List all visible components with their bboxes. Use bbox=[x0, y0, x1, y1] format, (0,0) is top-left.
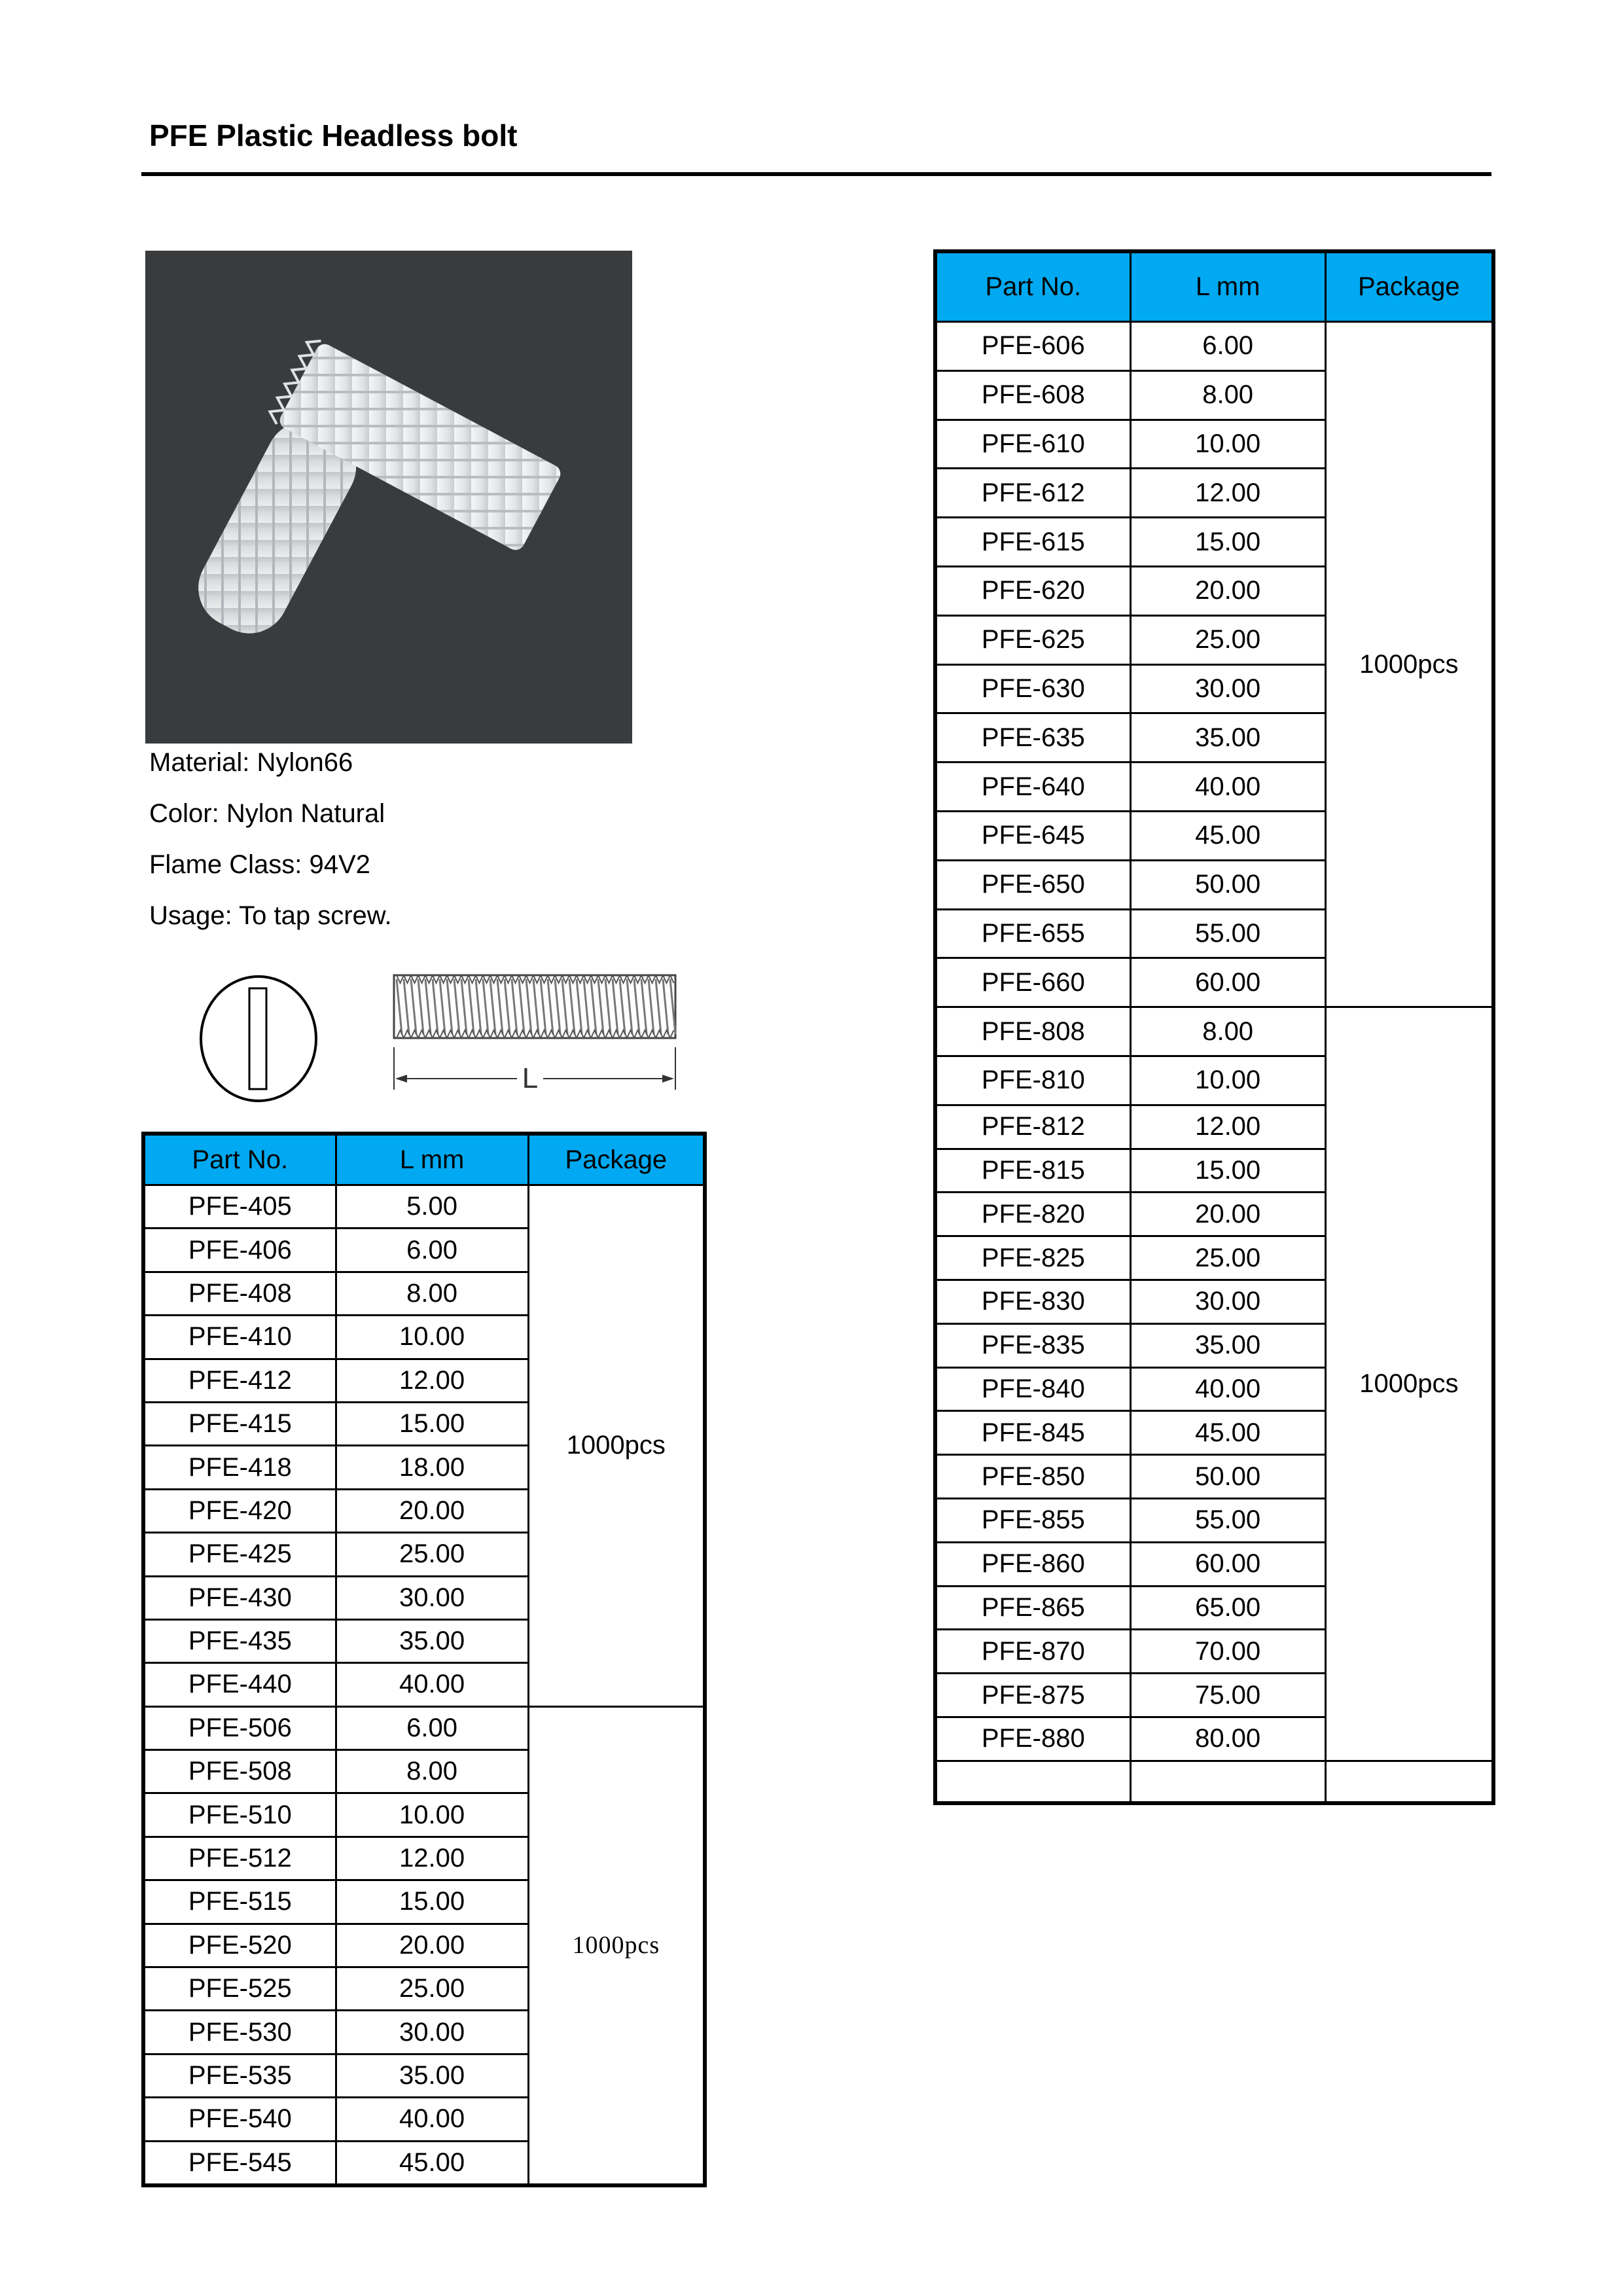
empty-cell bbox=[1325, 1761, 1493, 1803]
part-number-cell: PFE-855 bbox=[935, 1498, 1130, 1542]
part-number-cell: PFE-615 bbox=[935, 518, 1130, 567]
header-length: L mm bbox=[1130, 251, 1325, 322]
part-number-cell: PFE-645 bbox=[935, 811, 1130, 860]
length-cell: 65.00 bbox=[1130, 1586, 1325, 1630]
part-number-cell: PFE-415 bbox=[143, 1402, 336, 1445]
length-cell: 10.00 bbox=[336, 1793, 528, 1837]
part-number-cell: PFE-512 bbox=[143, 1837, 336, 1880]
part-number-cell: PFE-660 bbox=[935, 958, 1130, 1007]
length-cell: 20.00 bbox=[336, 1489, 528, 1532]
length-cell: 40.00 bbox=[336, 1663, 528, 1706]
length-cell: 15.00 bbox=[1130, 518, 1325, 567]
part-number-cell: PFE-608 bbox=[935, 370, 1130, 420]
header-part-no: Part No. bbox=[935, 251, 1130, 322]
part-number-cell: PFE-655 bbox=[935, 909, 1130, 958]
length-cell: 20.00 bbox=[336, 1924, 528, 1967]
length-cell: 6.00 bbox=[336, 1706, 528, 1749]
color-text: Color: Nylon Natural bbox=[149, 799, 385, 828]
length-cell: 15.00 bbox=[1130, 1149, 1325, 1193]
empty-table-row bbox=[935, 1761, 1493, 1803]
length-cell: 12.00 bbox=[1130, 469, 1325, 518]
part-number-cell: PFE-835 bbox=[935, 1323, 1130, 1367]
length-cell: 35.00 bbox=[336, 1619, 528, 1662]
length-cell: 55.00 bbox=[1130, 909, 1325, 958]
part-number-cell: PFE-850 bbox=[935, 1455, 1130, 1499]
length-cell: 60.00 bbox=[1130, 958, 1325, 1007]
part-number-cell: PFE-812 bbox=[935, 1105, 1130, 1149]
length-cell: 8.00 bbox=[1130, 1007, 1325, 1056]
length-cell: 40.00 bbox=[1130, 1367, 1325, 1411]
length-cell: 30.00 bbox=[336, 2011, 528, 2054]
flame-class-text: Flame Class: 94V2 bbox=[149, 850, 370, 879]
length-cell: 35.00 bbox=[1130, 1323, 1325, 1367]
part-number-cell: PFE-860 bbox=[935, 1542, 1130, 1586]
length-cell: 30.00 bbox=[1130, 664, 1325, 713]
length-cell: 15.00 bbox=[336, 1402, 528, 1445]
length-cell: 45.00 bbox=[1130, 811, 1325, 860]
part-number-cell: PFE-635 bbox=[935, 713, 1130, 762]
bolt-end-view-diagram bbox=[193, 970, 324, 1107]
part-number-cell: PFE-875 bbox=[935, 1674, 1130, 1717]
length-cell: 12.00 bbox=[1130, 1105, 1325, 1149]
table-header-row bbox=[935, 251, 1493, 322]
parts-table-right bbox=[933, 249, 1495, 1805]
header-package: Package bbox=[528, 1134, 705, 1185]
part-number-cell: PFE-515 bbox=[143, 1880, 336, 1924]
length-cell: 35.00 bbox=[1130, 713, 1325, 762]
part-number-cell: PFE-840 bbox=[935, 1367, 1130, 1411]
part-number-cell: PFE-880 bbox=[935, 1717, 1130, 1761]
length-cell: 25.00 bbox=[336, 1533, 528, 1576]
table-row bbox=[143, 1185, 705, 1229]
length-cell: 50.00 bbox=[1130, 1455, 1325, 1499]
package-cell: 1000pcs bbox=[528, 1706, 705, 2185]
page-title: PFE Plastic Headless bolt bbox=[149, 118, 518, 152]
length-cell: 60.00 bbox=[1130, 1542, 1325, 1586]
part-number-cell: PFE-506 bbox=[143, 1706, 336, 1749]
part-number-cell: PFE-815 bbox=[935, 1149, 1130, 1193]
length-cell: 40.00 bbox=[336, 2098, 528, 2141]
length-cell: 70.00 bbox=[1130, 1630, 1325, 1674]
length-cell: 10.00 bbox=[336, 1316, 528, 1359]
length-cell: 20.00 bbox=[1130, 566, 1325, 615]
product-properties bbox=[149, 743, 392, 947]
part-number-cell: PFE-412 bbox=[143, 1359, 336, 1402]
part-number-cell: PFE-606 bbox=[935, 322, 1130, 371]
part-number-cell: PFE-545 bbox=[143, 2141, 336, 2185]
length-cell: 55.00 bbox=[1130, 1498, 1325, 1542]
part-number-cell: PFE-508 bbox=[143, 1750, 336, 1793]
part-number-cell: PFE-408 bbox=[143, 1272, 336, 1315]
length-cell: 75.00 bbox=[1130, 1674, 1325, 1717]
package-cell: 1000pcs bbox=[1325, 322, 1493, 1007]
part-number-cell: PFE-535 bbox=[143, 2054, 336, 2097]
length-cell: 45.00 bbox=[336, 2141, 528, 2185]
length-cell: 10.00 bbox=[1130, 1056, 1325, 1105]
length-cell: 5.00 bbox=[336, 1185, 528, 1229]
table-row bbox=[935, 1007, 1493, 1056]
part-number-cell: PFE-435 bbox=[143, 1619, 336, 1662]
table-row bbox=[143, 1706, 705, 1749]
length-cell: 15.00 bbox=[336, 1880, 528, 1924]
part-number-cell: PFE-650 bbox=[935, 860, 1130, 909]
length-cell: 6.00 bbox=[336, 1229, 528, 1272]
part-number-cell: PFE-540 bbox=[143, 2098, 336, 2141]
length-cell: 35.00 bbox=[336, 2054, 528, 2097]
header-package: Package bbox=[1325, 251, 1493, 322]
part-number-cell: PFE-430 bbox=[143, 1576, 336, 1619]
nylon-bolt-image bbox=[145, 251, 632, 744]
product-photo bbox=[145, 251, 632, 744]
parts-table-left bbox=[141, 1132, 707, 2187]
part-number-cell: PFE-406 bbox=[143, 1229, 336, 1272]
part-number-cell: PFE-510 bbox=[143, 1793, 336, 1837]
table-row bbox=[935, 322, 1493, 371]
part-number-cell: PFE-620 bbox=[935, 566, 1130, 615]
length-cell: 20.00 bbox=[1130, 1193, 1325, 1236]
length-cell: 50.00 bbox=[1130, 860, 1325, 909]
header-length: L mm bbox=[336, 1134, 528, 1185]
part-number-cell: PFE-630 bbox=[935, 664, 1130, 713]
part-number-cell: PFE-808 bbox=[935, 1007, 1130, 1056]
part-number-cell: PFE-525 bbox=[143, 1967, 336, 2011]
part-number-cell: PFE-418 bbox=[143, 1446, 336, 1489]
length-cell: 25.00 bbox=[1130, 1236, 1325, 1280]
length-label: L bbox=[522, 1062, 539, 1094]
part-number-cell: PFE-420 bbox=[143, 1489, 336, 1532]
header-part-no: Part No. bbox=[143, 1134, 336, 1185]
part-number-cell: PFE-520 bbox=[143, 1924, 336, 1967]
part-number-cell: PFE-640 bbox=[935, 762, 1130, 812]
part-number-cell: PFE-870 bbox=[935, 1630, 1130, 1674]
part-number-cell: PFE-830 bbox=[935, 1280, 1130, 1323]
length-cell: 80.00 bbox=[1130, 1717, 1325, 1761]
length-cell: 45.00 bbox=[1130, 1411, 1325, 1455]
part-number-cell: PFE-825 bbox=[935, 1236, 1130, 1280]
length-cell: 25.00 bbox=[336, 1967, 528, 2011]
length-cell: 18.00 bbox=[336, 1446, 528, 1489]
part-number-cell: PFE-845 bbox=[935, 1411, 1130, 1455]
part-number-cell: PFE-530 bbox=[143, 2011, 336, 2054]
length-cell: 30.00 bbox=[1130, 1280, 1325, 1323]
package-cell: 1000pcs bbox=[528, 1185, 705, 1707]
part-number-cell: PFE-612 bbox=[935, 469, 1130, 518]
part-number-cell: PFE-810 bbox=[935, 1056, 1130, 1105]
empty-cell bbox=[1130, 1761, 1325, 1803]
length-cell: 25.00 bbox=[1130, 615, 1325, 664]
part-number-cell: PFE-405 bbox=[143, 1185, 336, 1229]
table-header-row bbox=[143, 1134, 705, 1185]
length-cell: 6.00 bbox=[1130, 322, 1325, 371]
part-number-cell: PFE-440 bbox=[143, 1663, 336, 1706]
title-divider bbox=[141, 172, 1491, 176]
part-number-cell: PFE-865 bbox=[935, 1586, 1130, 1630]
part-number-cell: PFE-625 bbox=[935, 615, 1130, 664]
part-number-cell: PFE-610 bbox=[935, 420, 1130, 469]
length-cell: 8.00 bbox=[336, 1272, 528, 1315]
length-cell: 12.00 bbox=[336, 1359, 528, 1402]
part-number-cell: PFE-425 bbox=[143, 1533, 336, 1576]
package-cell: 1000pcs bbox=[1325, 1007, 1493, 1761]
usage-text: Usage: To tap screw. bbox=[149, 901, 392, 930]
length-cell: 12.00 bbox=[336, 1837, 528, 1880]
length-cell: 40.00 bbox=[1130, 762, 1325, 812]
material-text: Material: Nylon66 bbox=[149, 748, 353, 777]
length-cell: 8.00 bbox=[336, 1750, 528, 1793]
length-cell: 8.00 bbox=[1130, 370, 1325, 420]
part-number-cell: PFE-410 bbox=[143, 1316, 336, 1359]
length-cell: 30.00 bbox=[336, 1576, 528, 1619]
part-number-cell: PFE-820 bbox=[935, 1193, 1130, 1236]
bolt-side-view-diagram bbox=[386, 956, 707, 1106]
length-cell: 10.00 bbox=[1130, 420, 1325, 469]
empty-cell bbox=[935, 1761, 1130, 1803]
